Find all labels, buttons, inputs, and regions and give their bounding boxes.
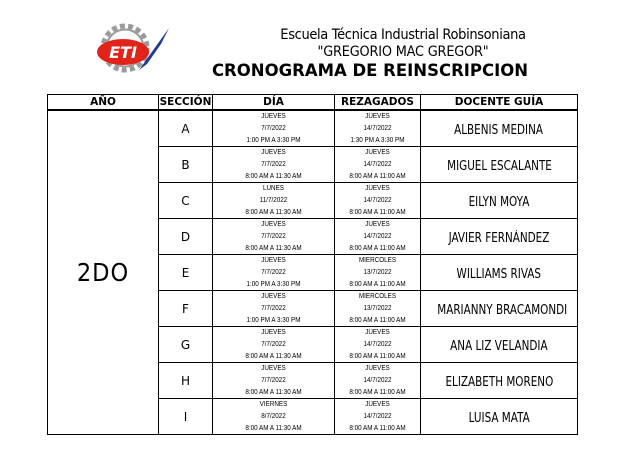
slot-time: 1:30 PM A 3:30 PM [350, 137, 405, 144]
slot-weekday: JUEVES [365, 365, 390, 372]
slot-date: 7/7/2022 [261, 161, 286, 168]
slot-weekday: JUEVES [365, 185, 390, 192]
day-cell [213, 327, 335, 363]
slot-date: 7/7/2022 [261, 125, 286, 132]
teacher-name: ANA LIZ VELANDIA [450, 339, 548, 354]
slot-time: 1:00 PM A 3:30 PM [246, 281, 301, 288]
teacher-cell [421, 219, 578, 255]
day-slot [213, 255, 334, 290]
latecomers-cell [335, 399, 421, 435]
slot-date: 8/7/2022 [261, 413, 286, 420]
slot-date: 13/7/2022 [363, 305, 392, 312]
teacher-name: MARIANNY BRACAMONDI [437, 303, 568, 318]
slot-weekday: JUEVES [261, 149, 286, 156]
section-cell: H [159, 363, 213, 399]
slot-date: 14/7/2022 [363, 341, 392, 348]
teacher-name: JAVIER FERNÁNDEZ [448, 231, 550, 246]
slot-date: 14/7/2022 [363, 125, 392, 132]
slot-time: 8:00 AM A 11:30 AM [245, 425, 302, 432]
column-header-latecomers: REZAGADOS [335, 95, 421, 111]
latecomers-slot [335, 255, 420, 290]
slot-weekday: MIERCOLES [358, 257, 397, 264]
teacher-cell [421, 147, 578, 183]
slot-weekday: JUEVES [365, 221, 390, 228]
slot-weekday: MIERCOLES [358, 293, 397, 300]
section-cell: E [159, 255, 213, 291]
slot-time: 8:00 AM A 11:00 AM [349, 209, 406, 216]
latecomers-slot [335, 147, 420, 182]
column-header-day: DÍA [213, 95, 335, 111]
latecomers-cell [335, 110, 421, 147]
slot-time: 8:00 AM A 11:30 AM [245, 353, 302, 360]
teacher-name: LUISA MATA [468, 411, 530, 426]
column-header-guide-teacher: DOCENTE GUÍA [421, 95, 578, 111]
slot-time: 8:00 AM A 11:00 AM [349, 281, 406, 288]
day-cell [213, 255, 335, 291]
slot-date: 7/7/2022 [261, 305, 286, 312]
slot-weekday: JUEVES [261, 329, 286, 336]
latecomers-cell [335, 255, 421, 291]
latecomers-cell [335, 219, 421, 255]
slot-weekday: JUEVES [365, 401, 390, 408]
slot-time: 8:00 AM A 11:00 AM [349, 173, 406, 180]
teacher-cell [421, 183, 578, 219]
slot-date: 7/7/2022 [261, 233, 286, 240]
latecomers-cell [335, 363, 421, 399]
school-subtitle: "GREGORIO MAC GREGOR" [317, 44, 489, 60]
day-slot [213, 219, 334, 254]
slot-weekday: JUEVES [261, 113, 286, 120]
slot-date: 14/7/2022 [363, 197, 392, 204]
latecomers-cell [335, 291, 421, 327]
column-header-year: AÑO [48, 95, 159, 111]
table-body [48, 110, 578, 435]
teacher-name: ELIZABETH MORENO [445, 375, 553, 390]
school-logo-emblem [85, 20, 171, 78]
slot-weekday: JUEVES [261, 293, 286, 300]
teacher-name: EILYN MOYA [468, 195, 530, 210]
slot-date: 13/7/2022 [363, 269, 392, 276]
slot-time: 8:00 AM A 11:00 AM [349, 425, 406, 432]
slot-weekday: JUEVES [261, 365, 286, 372]
latecomers-slot [335, 111, 420, 146]
teacher-name: ALBENIS MEDINA [454, 123, 544, 138]
reinscription-schedule-table [47, 94, 578, 435]
slot-date: 14/7/2022 [363, 161, 392, 168]
slot-time: 8:00 AM A 11:00 AM [349, 389, 406, 396]
day-slot [213, 327, 334, 362]
slot-weekday: VIERNES [259, 401, 288, 408]
teacher-name: MIGUEL ESCALANTE [446, 159, 552, 174]
section-cell: B [159, 147, 213, 183]
latecomers-slot [335, 183, 420, 218]
slot-date: 14/7/2022 [363, 413, 392, 420]
slot-time: 8:00 AM A 11:00 AM [349, 245, 406, 252]
day-cell [213, 219, 335, 255]
slot-time: 8:00 AM A 11:00 AM [349, 353, 406, 360]
day-slot [213, 147, 334, 182]
section-cell: F [159, 291, 213, 327]
section-cell: A [159, 110, 213, 147]
teacher-cell [421, 363, 578, 399]
section-cell: G [159, 327, 213, 363]
page-title: CRONOGRAMA DE REINSCRIPCION [211, 61, 529, 81]
teacher-cell [421, 399, 578, 435]
teacher-cell [421, 291, 578, 327]
slot-time: 8:00 AM A 11:00 AM [349, 317, 406, 324]
slot-weekday: JUEVES [365, 113, 390, 120]
latecomers-slot [335, 363, 420, 398]
slot-date: 14/7/2022 [363, 233, 392, 240]
day-slot [213, 291, 334, 326]
day-cell [213, 147, 335, 183]
day-slot [213, 111, 334, 146]
slot-time: 1:00 PM A 3:30 PM [246, 317, 301, 324]
slot-time: 8:00 AM A 11:30 AM [245, 209, 302, 216]
slot-weekday: JUEVES [365, 149, 390, 156]
slot-date: 7/7/2022 [261, 377, 286, 384]
latecomers-cell [335, 327, 421, 363]
slot-date: 7/7/2022 [261, 269, 286, 276]
latecomers-slot [335, 399, 420, 434]
section-cell: I [159, 399, 213, 435]
slot-weekday: JUEVES [365, 329, 390, 336]
slot-weekday: JUEVES [261, 257, 286, 264]
day-slot [213, 363, 334, 398]
table-row [48, 110, 578, 147]
day-cell [213, 363, 335, 399]
teacher-cell [421, 255, 578, 291]
slot-date: 11/7/2022 [259, 197, 288, 204]
teacher-cell [421, 327, 578, 363]
teacher-name: WILLIAMS RIVAS [456, 267, 542, 282]
latecomers-slot [335, 291, 420, 326]
slot-weekday: JUEVES [261, 221, 286, 228]
section-cell: C [159, 183, 213, 219]
day-slot [213, 399, 334, 434]
slot-time: 8:00 AM A 11:30 AM [245, 173, 302, 180]
day-slot [213, 183, 334, 218]
slot-time: 1:00 PM A 3:30 PM [246, 137, 301, 144]
latecomers-cell [335, 183, 421, 219]
logo-lettering: ETI [109, 43, 137, 62]
year-cell: 2DO [48, 110, 159, 435]
day-cell [213, 183, 335, 219]
slot-date: 7/7/2022 [261, 341, 286, 348]
slot-time: 8:00 AM A 11:30 AM [245, 245, 302, 252]
day-cell [213, 291, 335, 327]
day-cell [213, 399, 335, 435]
slot-time: 8:00 AM A 11:30 AM [245, 389, 302, 396]
latecomers-cell [335, 147, 421, 183]
latecomers-slot [335, 219, 420, 254]
slot-weekday: LUNES [262, 185, 285, 192]
slot-date: 14/7/2022 [363, 377, 392, 384]
day-cell [213, 110, 335, 147]
section-cell: D [159, 219, 213, 255]
latecomers-slot [335, 327, 420, 362]
column-header-section: SECCIÓN [159, 96, 212, 108]
school-name: Escuela Técnica Industrial Robinsoniana [280, 27, 526, 43]
table-header-row [48, 95, 578, 111]
teacher-cell [421, 110, 578, 147]
